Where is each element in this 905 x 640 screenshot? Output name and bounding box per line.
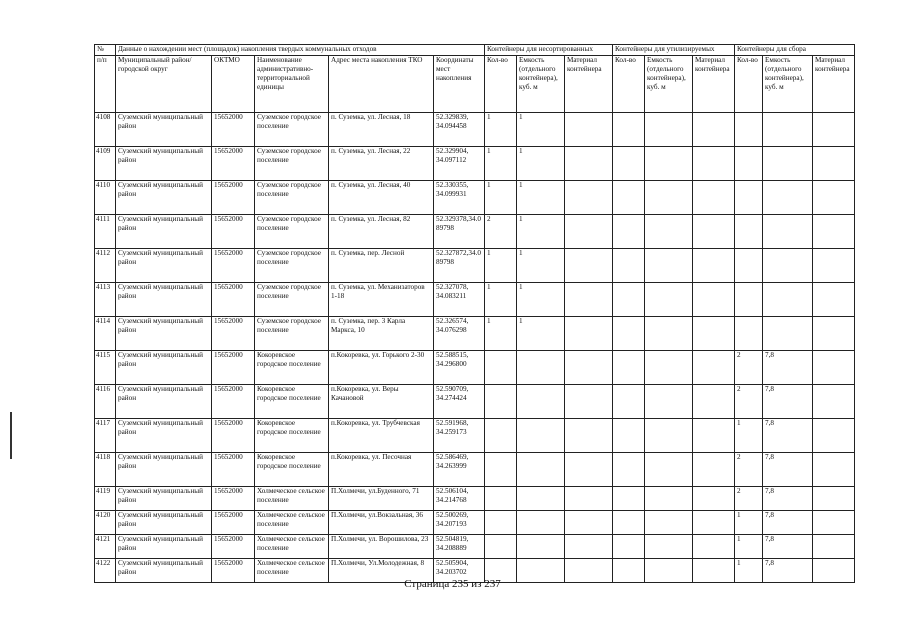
- municipality-cell: Суземский муниципальный район: [116, 147, 212, 181]
- oktmo-cell: 15652000: [212, 559, 255, 583]
- row-number: 4118: [95, 453, 116, 487]
- collection-count-cell: 1: [735, 419, 763, 453]
- recyclable-material-cell: [693, 181, 735, 215]
- recyclable-volume-cell: [645, 487, 693, 511]
- row-number: 4116: [95, 385, 116, 419]
- collection-volume-cell: [763, 215, 813, 249]
- unsorted-volume-cell: [517, 535, 565, 559]
- header-unsorted-volume: Емкость (отдельного контейнера), куб. м: [517, 56, 565, 113]
- unsorted-count-cell: [485, 385, 517, 419]
- unsorted-count-cell: 1: [485, 147, 517, 181]
- unsorted-count-cell: 2: [485, 215, 517, 249]
- oktmo-cell: 15652000: [212, 535, 255, 559]
- coordinates-cell: 52.505904, 34.203702: [434, 559, 485, 583]
- admin-unit-cell: Суземское городское поселение: [255, 283, 329, 317]
- municipality-cell: Суземский муниципальный район: [116, 113, 212, 147]
- collection-volume-cell: 7,8: [763, 535, 813, 559]
- header-row-columns: [95, 56, 855, 113]
- row-number: 4121: [95, 535, 116, 559]
- recyclable-count-cell: [613, 419, 645, 453]
- collection-count-cell: [735, 283, 763, 317]
- header-unsorted-material: Материал контейнера: [565, 56, 613, 113]
- unsorted-volume-cell: [517, 453, 565, 487]
- admin-unit-cell: Суземское городское поселение: [255, 147, 329, 181]
- collection-material-cell: [813, 535, 855, 559]
- municipality-cell: Суземский муниципальный район: [116, 181, 212, 215]
- table-row: [95, 351, 855, 385]
- page-number: 235: [452, 578, 469, 590]
- address-cell: п.Кокоревка, ул. Горького 2-30: [329, 351, 434, 385]
- unsorted-volume-cell: [517, 511, 565, 535]
- coordinates-cell: 52.586469, 34.263999: [434, 453, 485, 487]
- recyclable-count-cell: [613, 181, 645, 215]
- recyclable-count-cell: [613, 487, 645, 511]
- unsorted-material-cell: [565, 147, 613, 181]
- recyclable-volume-cell: [645, 113, 693, 147]
- row-number: 4113: [95, 283, 116, 317]
- recyclable-count-cell: [613, 147, 645, 181]
- collection-volume-cell: 7,8: [763, 511, 813, 535]
- recyclable-volume-cell: [645, 351, 693, 385]
- coordinates-cell: 52.327872,34.089798: [434, 249, 485, 283]
- coordinates-cell: 52.329904, 34.097112: [434, 147, 485, 181]
- oktmo-cell: 15652000: [212, 249, 255, 283]
- unsorted-volume-cell: 1: [517, 181, 565, 215]
- header-row-groups: [95, 45, 855, 56]
- unsorted-count-cell: [485, 511, 517, 535]
- table-row: [95, 147, 855, 181]
- unsorted-material-cell: [565, 511, 613, 535]
- collection-material-cell: [813, 181, 855, 215]
- recyclable-material-cell: [693, 351, 735, 385]
- row-number: 4109: [95, 147, 116, 181]
- header-unsorted-count: Кол-во: [485, 56, 517, 113]
- recyclable-count-cell: [613, 215, 645, 249]
- unsorted-material-cell: [565, 215, 613, 249]
- recyclable-material-cell: [693, 317, 735, 351]
- header-no: №: [95, 45, 116, 56]
- oktmo-cell: 15652000: [212, 147, 255, 181]
- recyclable-count-cell: [613, 317, 645, 351]
- collection-volume-cell: 7,8: [763, 419, 813, 453]
- oktmo-cell: 15652000: [212, 215, 255, 249]
- municipality-cell: Суземский муниципальный район: [116, 385, 212, 419]
- unsorted-material-cell: [565, 317, 613, 351]
- address-cell: п. Суземка, ул. Механизаторов 1-18: [329, 283, 434, 317]
- recyclable-volume-cell: [645, 181, 693, 215]
- collection-volume-cell: [763, 181, 813, 215]
- coordinates-cell: 52.588515, 34.296800: [434, 351, 485, 385]
- oktmo-cell: 15652000: [212, 453, 255, 487]
- recyclable-volume-cell: [645, 249, 693, 283]
- address-cell: п.Кокоревка, ул. Трубчевская: [329, 419, 434, 453]
- collection-count-cell: [735, 147, 763, 181]
- table-row: [95, 453, 855, 487]
- address-cell: п.Кокоревка, ул. Песочная: [329, 453, 434, 487]
- recyclable-count-cell: [613, 283, 645, 317]
- table-row: [95, 181, 855, 215]
- header-municipality: Муниципальный район/городской округ: [116, 56, 212, 113]
- coordinates-cell: 52.327078, 34.083211: [434, 283, 485, 317]
- municipality-cell: Суземский муниципальный район: [116, 283, 212, 317]
- recyclable-material-cell: [693, 419, 735, 453]
- municipality-cell: Суземский муниципальный район: [116, 511, 212, 535]
- collection-volume-cell: 7,8: [763, 453, 813, 487]
- collection-material-cell: [813, 351, 855, 385]
- row-number: 4110: [95, 181, 116, 215]
- row-number: 4114: [95, 317, 116, 351]
- coordinates-cell: 52.326574, 34.076298: [434, 317, 485, 351]
- collection-volume-cell: [763, 147, 813, 181]
- table-row: [95, 385, 855, 419]
- admin-unit-cell: Суземское городское поселение: [255, 215, 329, 249]
- header-group-location: Данные о нахождении мест (площадок) накопления твердых коммунальных отходов: [116, 45, 485, 56]
- recyclable-material-cell: [693, 511, 735, 535]
- row-number: 4119: [95, 487, 116, 511]
- header-group-unsorted: Контейнеры для несортированных: [485, 45, 613, 56]
- admin-unit-cell: Холмеческое сельское поселение: [255, 535, 329, 559]
- municipality-cell: Суземский муниципальный район: [116, 419, 212, 453]
- unsorted-volume-cell: 1: [517, 283, 565, 317]
- collection-volume-cell: 7,8: [763, 385, 813, 419]
- collection-volume-cell: 7,8: [763, 351, 813, 385]
- page-word: Страница: [404, 578, 450, 590]
- municipality-cell: Суземский муниципальный район: [116, 351, 212, 385]
- header-collection-volume: Емкость (отдельного контейнера), куб. м: [763, 56, 813, 113]
- municipality-cell: Суземский муниципальный район: [116, 317, 212, 351]
- collection-material-cell: [813, 113, 855, 147]
- table-row: [95, 419, 855, 453]
- unsorted-volume-cell: 1: [517, 249, 565, 283]
- row-number: 4111: [95, 215, 116, 249]
- recyclable-volume-cell: [645, 535, 693, 559]
- recyclable-count-cell: [613, 113, 645, 147]
- collection-material-cell: [813, 249, 855, 283]
- admin-unit-cell: Кокоревское городское поселение: [255, 385, 329, 419]
- header-recyclable-volume: Емкость (отдельного контейнера), куб. м: [645, 56, 693, 113]
- unsorted-material-cell: [565, 181, 613, 215]
- address-cell: п. Суземка, ул. Лесная, 82: [329, 215, 434, 249]
- header-collection-count: Кол-во: [735, 56, 763, 113]
- collection-count-cell: 2: [735, 385, 763, 419]
- unsorted-material-cell: [565, 535, 613, 559]
- admin-unit-cell: Суземское городское поселение: [255, 113, 329, 147]
- recyclable-count-cell: [613, 535, 645, 559]
- recyclable-material-cell: [693, 249, 735, 283]
- collection-count-cell: [735, 215, 763, 249]
- unsorted-volume-cell: [517, 419, 565, 453]
- unsorted-material-cell: [565, 249, 613, 283]
- unsorted-volume-cell: [517, 385, 565, 419]
- page-footer: [0, 578, 905, 590]
- address-cell: п. Суземка, пер. Лесной: [329, 249, 434, 283]
- unsorted-volume-cell: 1: [517, 215, 565, 249]
- address-cell: п.Кокоревка, ул. Веры Качановой: [329, 385, 434, 419]
- unsorted-count-cell: [485, 453, 517, 487]
- collection-material-cell: [813, 215, 855, 249]
- recyclable-volume-cell: [645, 453, 693, 487]
- coordinates-cell: 52.506104, 34.214768: [434, 487, 485, 511]
- header-collection-material: Материал контейнера: [813, 56, 855, 113]
- recyclable-count-cell: [613, 385, 645, 419]
- row-number: 4115: [95, 351, 116, 385]
- row-number: 4108: [95, 113, 116, 147]
- collection-volume-cell: [763, 249, 813, 283]
- address-cell: П.Холмечи, ул.Вокзальная, 36: [329, 511, 434, 535]
- of-word: из: [471, 578, 482, 590]
- recyclable-count-cell: [613, 249, 645, 283]
- oktmo-cell: 15652000: [212, 283, 255, 317]
- unsorted-count-cell: [485, 351, 517, 385]
- municipality-cell: Суземский муниципальный район: [116, 453, 212, 487]
- unsorted-count-cell: 1: [485, 181, 517, 215]
- admin-unit-cell: Суземское городское поселение: [255, 249, 329, 283]
- recyclable-volume-cell: [645, 317, 693, 351]
- recyclable-volume-cell: [645, 385, 693, 419]
- collection-count-cell: 2: [735, 487, 763, 511]
- recyclable-material-cell: [693, 113, 735, 147]
- address-cell: П.Холмечи, ул.Буденного, 71: [329, 487, 434, 511]
- table-row: [95, 113, 855, 147]
- table-row: [95, 317, 855, 351]
- header-oktmo: ОКТМО: [212, 56, 255, 113]
- coordinates-cell: 52.504819, 34.208889: [434, 535, 485, 559]
- recyclable-material-cell: [693, 147, 735, 181]
- table-row: [95, 487, 855, 511]
- address-cell: п. Суземка, ул. Лесная, 18: [329, 113, 434, 147]
- unsorted-material-cell: [565, 453, 613, 487]
- recyclable-volume-cell: [645, 283, 693, 317]
- recyclable-material-cell: [693, 283, 735, 317]
- header-admin-unit: Наименование административно-территориальной единицы: [255, 56, 329, 113]
- unsorted-count-cell: 1: [485, 283, 517, 317]
- municipality-cell: Суземский муниципальный район: [116, 535, 212, 559]
- municipality-cell: Суземский муниципальный район: [116, 487, 212, 511]
- oktmo-cell: 15652000: [212, 351, 255, 385]
- coordinates-cell: 52.591968, 34.259173: [434, 419, 485, 453]
- unsorted-material-cell: [565, 385, 613, 419]
- collection-volume-cell: 7,8: [763, 559, 813, 583]
- unsorted-volume-cell: [517, 487, 565, 511]
- waste-sites-table: [94, 44, 855, 583]
- header-recyclable-count: Кол-во: [613, 56, 645, 113]
- unsorted-material-cell: [565, 487, 613, 511]
- collection-count-cell: 1: [735, 559, 763, 583]
- oktmo-cell: 15652000: [212, 511, 255, 535]
- admin-unit-cell: Холмеческое сельское поселение: [255, 559, 329, 583]
- collection-count-cell: 1: [735, 535, 763, 559]
- unsorted-count-cell: 1: [485, 113, 517, 147]
- address-cell: п. Суземка, ул. Лесная, 22: [329, 147, 434, 181]
- oktmo-cell: 15652000: [212, 385, 255, 419]
- oktmo-cell: 15652000: [212, 113, 255, 147]
- row-number: 4117: [95, 419, 116, 453]
- recyclable-material-cell: [693, 385, 735, 419]
- unsorted-material-cell: [565, 351, 613, 385]
- recyclable-count-cell: [613, 453, 645, 487]
- unsorted-material-cell: [565, 113, 613, 147]
- coordinates-cell: 52.500269, 34.207193: [434, 511, 485, 535]
- admin-unit-cell: Суземское городское поселение: [255, 181, 329, 215]
- table-row: [95, 511, 855, 535]
- recyclable-material-cell: [693, 453, 735, 487]
- coordinates-cell: 52.329839, 34.094458: [434, 113, 485, 147]
- unsorted-volume-cell: 1: [517, 113, 565, 147]
- admin-unit-cell: Кокоревское городское поселение: [255, 351, 329, 385]
- unsorted-volume-cell: 1: [517, 317, 565, 351]
- collection-volume-cell: [763, 283, 813, 317]
- collection-count-cell: 1: [735, 511, 763, 535]
- address-cell: п. Суземка, ул. Лесная, 40: [329, 181, 434, 215]
- unsorted-volume-cell: 1: [517, 147, 565, 181]
- unsorted-count-cell: [485, 419, 517, 453]
- address-cell: п. Суземка, пер. 3 Карла Маркса, 10: [329, 317, 434, 351]
- unsorted-material-cell: [565, 419, 613, 453]
- coordinates-cell: 52.590709, 34.274424: [434, 385, 485, 419]
- row-number: 4122: [95, 559, 116, 583]
- unsorted-count-cell: 1: [485, 317, 517, 351]
- header-group-collection: Контейнеры для сбора: [735, 45, 855, 56]
- header-group-recyclable: Контейнеры для утилизируемых: [613, 45, 735, 56]
- row-number: 4120: [95, 511, 116, 535]
- recyclable-volume-cell: [645, 511, 693, 535]
- collection-material-cell: [813, 511, 855, 535]
- scan-edge-mark: [10, 412, 12, 459]
- recyclable-material-cell: [693, 487, 735, 511]
- oktmo-cell: 15652000: [212, 317, 255, 351]
- collection-material-cell: [813, 283, 855, 317]
- admin-unit-cell: Холмеческое сельское поселение: [255, 487, 329, 511]
- collection-material-cell: [813, 147, 855, 181]
- address-cell: П.Холмечи, ул. Ворошилова, 23: [329, 535, 434, 559]
- address-cell: П.Холмечи, Ул.Молодежная, 8: [329, 559, 434, 583]
- municipality-cell: Суземский муниципальный район: [116, 559, 212, 583]
- recyclable-material-cell: [693, 215, 735, 249]
- recyclable-count-cell: [613, 351, 645, 385]
- admin-unit-cell: Холмеческое сельское поселение: [255, 511, 329, 535]
- unsorted-count-cell: [485, 535, 517, 559]
- collection-count-cell: 2: [735, 453, 763, 487]
- recyclable-volume-cell: [645, 215, 693, 249]
- row-number: 4112: [95, 249, 116, 283]
- total-pages: 237: [484, 578, 501, 590]
- header-recyclable-material: Материал контейнера: [693, 56, 735, 113]
- collection-volume-cell: [763, 113, 813, 147]
- header-address: Адрес места накопления ТКО: [329, 56, 434, 113]
- coordinates-cell: 52.330355, 34.099931: [434, 181, 485, 215]
- municipality-cell: Суземский муниципальный район: [116, 249, 212, 283]
- admin-unit-cell: Кокоревское городское поселение: [255, 453, 329, 487]
- collection-count-cell: 2: [735, 351, 763, 385]
- collection-count-cell: [735, 181, 763, 215]
- unsorted-count-cell: [485, 487, 517, 511]
- recyclable-count-cell: [613, 511, 645, 535]
- municipality-cell: Суземский муниципальный район: [116, 215, 212, 249]
- table-row: [95, 535, 855, 559]
- unsorted-count-cell: 1: [485, 249, 517, 283]
- admin-unit-cell: Суземское городское поселение: [255, 317, 329, 351]
- table-row: [95, 215, 855, 249]
- collection-count-cell: [735, 249, 763, 283]
- collection-material-cell: [813, 453, 855, 487]
- unsorted-material-cell: [565, 283, 613, 317]
- collection-material-cell: [813, 385, 855, 419]
- oktmo-cell: 15652000: [212, 419, 255, 453]
- collection-count-cell: [735, 317, 763, 351]
- collection-count-cell: [735, 113, 763, 147]
- admin-unit-cell: Кокоревское городское поселение: [255, 419, 329, 453]
- collection-material-cell: [813, 419, 855, 453]
- recyclable-volume-cell: [645, 419, 693, 453]
- header-coordinates: Координаты мест накопления: [434, 56, 485, 113]
- unsorted-volume-cell: [517, 351, 565, 385]
- collection-material-cell: [813, 487, 855, 511]
- collection-volume-cell: 7,8: [763, 487, 813, 511]
- recyclable-material-cell: [693, 535, 735, 559]
- collection-volume-cell: [763, 317, 813, 351]
- recyclable-volume-cell: [645, 147, 693, 181]
- oktmo-cell: 15652000: [212, 181, 255, 215]
- coordinates-cell: 52.329378,34.089798: [434, 215, 485, 249]
- oktmo-cell: 15652000: [212, 487, 255, 511]
- table-row: [95, 283, 855, 317]
- table-row: [95, 249, 855, 283]
- collection-material-cell: [813, 317, 855, 351]
- header-pp: п/п: [95, 56, 116, 113]
